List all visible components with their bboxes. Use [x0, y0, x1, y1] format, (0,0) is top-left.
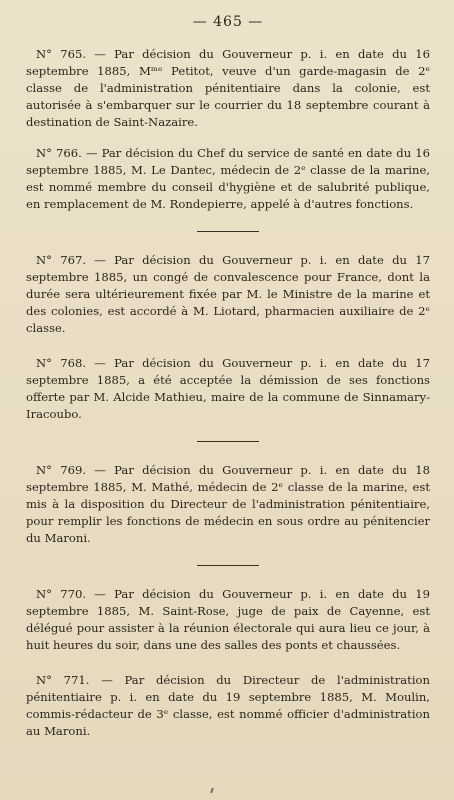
entry-paragraph	[26, 252, 430, 337]
entry-paragraph	[26, 46, 430, 131]
entry-text: — Par décision du Gouverneur p. i. en date du 16 septembre 1885, Mᵐᵉ Petitot, veuve d'un garde-magasin de 2ᵉ classe de l'administration pénitentiaire dans la colonie, est autorisée à s'embarquer sur le courrier du 18 septembre courant à destination de Saint-Nazaire.	[26, 47, 430, 129]
entry-766	[26, 145, 430, 213]
section-divider	[197, 231, 259, 232]
entry-text: — Par décision du Gouverneur p. i. en date du 19 septembre 1885, M. Saint-Rose, juge de paix de Cayenne, est délégué pour assister à la réunion électorale qui aura lieu ce jour, à huit heures du soir, dans une des salles des ponts et chaussées.	[26, 587, 430, 652]
entry-770	[26, 586, 430, 654]
entry-text: — Par décision du Gouverneur p. i. en date du 18 septembre 1885, M. Mathé, médecin de 2ᵉ classe de la marine, est mis à la disposition du Directeur de l'administration pénitentiaire, pour remplir les fonctions de médecin en sous ordre au pénitencier du Maroni.	[26, 463, 430, 545]
section-divider	[197, 565, 259, 566]
entry-paragraph	[26, 355, 430, 423]
entry-number: N° 769.	[36, 463, 87, 477]
entry-number: N° 771.	[36, 673, 90, 687]
entry-text: — Par décision du Chef du service de santé en date du 16 septembre 1885, M. Le Dantec, médecin de 2ᵉ classe de la marine, est nommé membre du conseil d'hygiène et de salubrité publique, en remplacement de M. Rondepierre, appelé à d'autres fonctions.	[26, 146, 431, 211]
entry-text: — Par décision du Gouverneur p. i. en date du 17 septembre 1885, un congé de convalescence pour France, dont la durée sera ultérieurement fixée par M. le Ministre de la marine et des colonies, est accordé à M. Liotard, pharmacien auxiliaire de 2ᵉ classe.	[26, 253, 430, 335]
section-divider	[197, 441, 259, 442]
entry-767	[26, 252, 430, 337]
entry-769	[26, 462, 430, 547]
entry-text: — Par décision du Gouverneur p. i. en date du 17 septembre 1885, a été acceptée la démission de ses fonctions offerte par M. Alcide Mathieu, maire de la commune de Sinnamary-Iracoubo.	[26, 356, 430, 421]
entry-771	[26, 672, 430, 740]
entry-paragraph	[26, 145, 430, 213]
entry-text: — Par décision du Directeur de l'administration pénitentiaire p. i. en date du 19 septembre 1885, M. Moulin, commis-rédacteur de 3ᵉ classe, est nommé officier d'administration au Maroni.	[26, 673, 430, 738]
entry-768	[26, 355, 430, 423]
entry-number: N° 765.	[36, 47, 87, 61]
paragraph-gap	[26, 131, 430, 145]
paragraph-gap	[26, 654, 430, 672]
entry-paragraph	[26, 462, 430, 547]
entry-number: N° 766.	[36, 146, 82, 160]
entry-number: N° 770.	[36, 587, 87, 601]
ink-mark	[210, 788, 214, 793]
entry-paragraph	[26, 586, 430, 654]
paragraph-gap	[26, 337, 430, 355]
entry-765	[26, 46, 430, 131]
entry-paragraph	[26, 672, 430, 740]
entry-number: N° 768.	[36, 356, 87, 370]
page-number: — 465 —	[192, 14, 264, 30]
entry-number: N° 767.	[36, 253, 87, 267]
